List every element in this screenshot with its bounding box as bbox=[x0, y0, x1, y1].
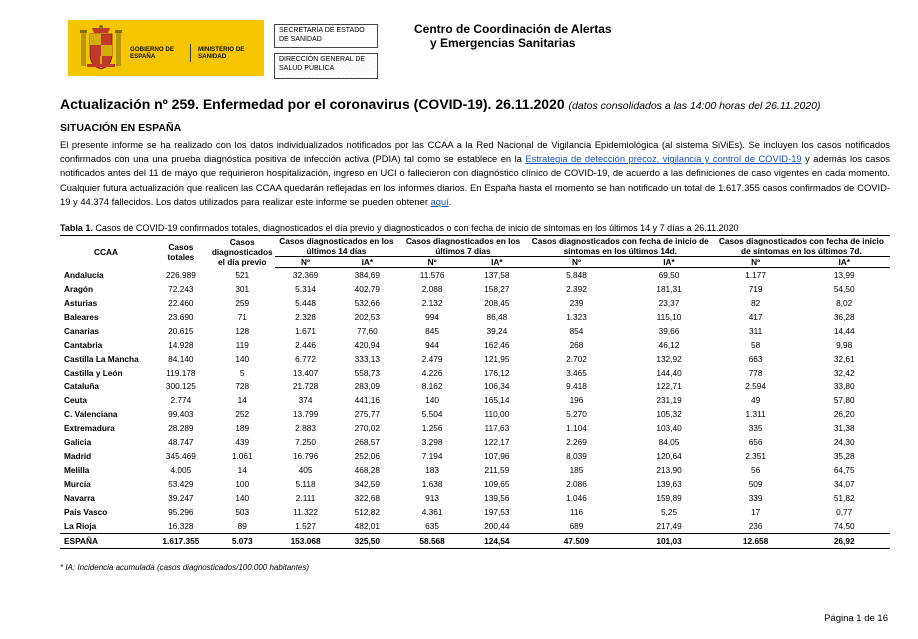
table-row bbox=[60, 449, 890, 463]
ccaa-name-cell: Ceuta bbox=[64, 395, 88, 406]
table-cell: 268,57 bbox=[354, 437, 381, 448]
table-cell: 8.162 bbox=[421, 381, 443, 392]
document-header bbox=[68, 18, 868, 88]
table-cell: 4.226 bbox=[421, 367, 443, 378]
table-row bbox=[60, 282, 890, 296]
estrategia-link[interactable]: Estrategia de detección precoz, vigilancia y control de COVID-19 bbox=[525, 153, 802, 165]
table-cell: 23.690 bbox=[168, 311, 194, 322]
header-group-7d: Casos diagnosticados en los últimos 7 días bbox=[398, 236, 528, 257]
table-cell: 39,24 bbox=[486, 325, 508, 336]
page-number: Página 1 de 16 bbox=[824, 613, 888, 624]
table-cell: 100 bbox=[235, 479, 250, 490]
header-n: Nº bbox=[713, 257, 799, 268]
total-cell: 124,54 bbox=[466, 533, 528, 548]
spain-coat-of-arms-icon bbox=[78, 24, 124, 72]
table-row bbox=[60, 393, 890, 407]
table-cell: 532,66 bbox=[354, 297, 381, 308]
table-cell: 468,28 bbox=[354, 465, 381, 476]
table-total-row bbox=[60, 533, 890, 548]
table-cell: 140 bbox=[425, 395, 440, 406]
table-cell: 1.177 bbox=[745, 269, 766, 280]
table-cell: 33,80 bbox=[833, 381, 855, 392]
table-row bbox=[60, 505, 890, 519]
total-cell: 101,03 bbox=[625, 533, 713, 548]
table-cell: 509 bbox=[748, 479, 763, 490]
ccaa-name-cell: Castilla y León bbox=[64, 367, 123, 378]
table-cell: 132,92 bbox=[656, 353, 682, 364]
table-row bbox=[60, 491, 890, 505]
table-cell: 2.132 bbox=[421, 297, 443, 308]
table-cell: 994 bbox=[425, 311, 440, 322]
ccaa-name-cell: Murcia bbox=[64, 479, 91, 490]
table-cell: 32,42 bbox=[833, 367, 855, 378]
table-cell: 283,09 bbox=[354, 381, 381, 392]
table-cell: 689 bbox=[528, 519, 626, 533]
secretaria-box: SECRETARÍA DE ESTADO DE SANIDAD bbox=[274, 24, 378, 48]
table-cell: 1.671 bbox=[295, 325, 316, 336]
table-cell: 115,10 bbox=[656, 311, 682, 322]
table-caption-label: Tabla 1. bbox=[60, 223, 93, 233]
table-row bbox=[60, 310, 890, 324]
table-cell: 119.178 bbox=[166, 367, 196, 378]
direccion-box: DIRECCIÓN GENERAL DE SALUD PÚBLICA bbox=[274, 53, 378, 79]
ccaa-name-cell: Madrid bbox=[64, 451, 92, 462]
table-cell: 128 bbox=[235, 325, 250, 336]
ccaa-name-cell: Extremadura bbox=[64, 423, 115, 434]
table-cell: 854 bbox=[569, 325, 584, 336]
header-group-14d: Casos diagnosticados en los últimos 14 días bbox=[275, 236, 399, 257]
table-cell: 5.118 bbox=[295, 479, 316, 490]
table-cell: 252,06 bbox=[354, 451, 381, 462]
table-cell: 159,89 bbox=[656, 492, 682, 503]
total-cell: 12.658 bbox=[713, 533, 799, 548]
table-cell: 2.702 bbox=[566, 353, 587, 364]
table-cell: 213,90 bbox=[656, 465, 682, 476]
header-group-sintomas-14d: Casos diagnosticados con fecha de inicio de síntomas en los últimos 14d. bbox=[528, 236, 713, 257]
table-cell: 11.576 bbox=[419, 269, 445, 280]
table-cell: 14.928 bbox=[168, 339, 194, 350]
table-cell: 1.638 bbox=[421, 479, 443, 490]
table-cell: 26,20 bbox=[833, 409, 855, 420]
ccaa-name-cell: C. Valenciana bbox=[64, 409, 118, 420]
table-cell: 140 bbox=[235, 492, 250, 503]
table-cell: 226.989 bbox=[165, 269, 196, 280]
logo-divider bbox=[190, 44, 191, 62]
table-cell: 913 bbox=[425, 492, 440, 503]
table-cell: 176,12 bbox=[484, 367, 510, 378]
report-title-sub: (datos consolidados a las 14:00 horas del 26.11.2020) bbox=[568, 100, 821, 112]
government-logo bbox=[68, 20, 264, 76]
header-n: Nº bbox=[275, 257, 337, 268]
table-cell: 202,53 bbox=[354, 311, 381, 322]
header-ia: IA* bbox=[466, 257, 528, 268]
table-cell: 339 bbox=[748, 492, 763, 503]
table-cell: 69,50 bbox=[658, 269, 680, 280]
table-cell: 8,02 bbox=[836, 297, 853, 308]
table-cell: 2.446 bbox=[295, 339, 316, 350]
table-cell: 74,50 bbox=[798, 519, 890, 533]
ministerio-label: MINISTERIO DE SANIDAD bbox=[198, 46, 245, 60]
cases-table bbox=[60, 235, 890, 549]
total-cell: 153.068 bbox=[275, 533, 337, 548]
table-cell: 231,19 bbox=[656, 395, 682, 406]
table-cell: 345.469 bbox=[165, 451, 196, 462]
table-cell: 405 bbox=[298, 465, 313, 476]
header-n: Nº bbox=[528, 257, 626, 268]
table-cell: 21.728 bbox=[292, 381, 319, 392]
table-cell: 439 bbox=[235, 437, 250, 448]
table-cell: 719 bbox=[748, 283, 763, 294]
table-cell: 301 bbox=[235, 283, 250, 294]
table-cell: 139,56 bbox=[484, 492, 510, 503]
table-cell: 1.104 bbox=[566, 423, 587, 434]
table-cell: 2.328 bbox=[295, 311, 316, 322]
table-cell: 236 bbox=[713, 519, 799, 533]
table-row bbox=[60, 435, 890, 449]
table-cell: 116 bbox=[569, 506, 584, 517]
ccaa-name-cell: Canarias bbox=[64, 325, 100, 336]
table-cell: 512,82 bbox=[354, 506, 381, 517]
table-cell: 162,46 bbox=[484, 339, 510, 350]
table-cell: 7.194 bbox=[421, 451, 443, 462]
ccaa-name-cell: Castilla La Mancha bbox=[64, 353, 139, 364]
table-caption bbox=[60, 223, 739, 233]
table-cell: 275,77 bbox=[354, 409, 381, 420]
ccaa-name-cell: Aragón bbox=[64, 283, 94, 294]
table-cell: 3.465 bbox=[566, 367, 587, 378]
table-cell: 7.250 bbox=[295, 437, 316, 448]
table-cell: 558,73 bbox=[354, 367, 381, 378]
total-label-cell: ESPAÑA bbox=[60, 533, 152, 548]
table-cell: 311 bbox=[748, 325, 763, 336]
table-cell: 200,44 bbox=[466, 519, 528, 533]
table-cell: 2.086 bbox=[566, 479, 587, 490]
ccaa-name-cell: Andalucía bbox=[64, 269, 104, 280]
table-cell: 196 bbox=[569, 395, 584, 406]
table-cell: 5,25 bbox=[660, 506, 678, 517]
table-cell: 6.772 bbox=[295, 353, 316, 364]
data-source-link[interactable]: aquí bbox=[430, 195, 449, 207]
table-cell: 20.615 bbox=[168, 325, 194, 336]
section-title: SITUACIÓN EN ESPAÑA bbox=[60, 122, 182, 134]
table-cell: 14 bbox=[237, 395, 247, 406]
header-ccaa: CCAA bbox=[60, 236, 152, 268]
table-cell: 105,32 bbox=[656, 409, 682, 420]
table-cell: 0,77 bbox=[836, 506, 853, 517]
table-cell: 121,95 bbox=[484, 353, 510, 364]
table-cell: 13,99 bbox=[833, 269, 855, 280]
table-cell: 1.323 bbox=[566, 311, 587, 322]
table-cell: 2.479 bbox=[421, 353, 443, 364]
table-cell: 84.140 bbox=[168, 353, 194, 364]
table-cell: 58 bbox=[750, 339, 761, 350]
table-cell: 22.460 bbox=[168, 297, 194, 308]
table-cell: 441,16 bbox=[354, 395, 381, 406]
table-cell: 120,64 bbox=[656, 451, 682, 462]
total-cell: 47.509 bbox=[528, 533, 626, 548]
table-row bbox=[60, 296, 890, 310]
ccaa-name-cell: Galicia bbox=[64, 437, 92, 448]
table-cell: 944 bbox=[425, 339, 440, 350]
header-group-sintomas-7d: Casos diagnosticados con fecha de inicio de síntomas en los últimos 7d. bbox=[713, 236, 890, 257]
table-cell: 48.747 bbox=[168, 437, 194, 448]
table-cell: 77,60 bbox=[356, 325, 378, 336]
table-cell: 9.418 bbox=[566, 381, 587, 392]
table-cell: 1.256 bbox=[421, 423, 443, 434]
table-cell: 333,13 bbox=[354, 353, 381, 364]
table-cell: 28.289 bbox=[168, 423, 194, 434]
table-cell: 185 bbox=[569, 465, 584, 476]
total-cell: 1.617.355 bbox=[152, 533, 210, 548]
table-cell: 107,96 bbox=[484, 451, 510, 462]
table-cell: 384,69 bbox=[354, 269, 381, 280]
table-cell: 270,02 bbox=[354, 423, 381, 434]
table-cell: 122,17 bbox=[484, 437, 510, 448]
table-row bbox=[60, 421, 890, 435]
table-cell: 417 bbox=[748, 311, 763, 322]
table-cell: 46,12 bbox=[658, 339, 680, 350]
table-cell: 13.799 bbox=[292, 409, 319, 420]
ccaa-name-cell: País Vasco bbox=[64, 506, 108, 517]
table-row bbox=[60, 519, 890, 533]
table-cell: 35,28 bbox=[833, 451, 855, 462]
ccaa-name-cell: Cataluña bbox=[64, 381, 100, 392]
ccaa-name-cell: La Rioja bbox=[60, 519, 152, 533]
table-cell: 1.311 bbox=[745, 409, 766, 420]
table-cell: 72.243 bbox=[168, 283, 194, 294]
table-cell: 2.594 bbox=[745, 381, 766, 392]
table-cell: 5.270 bbox=[566, 409, 587, 420]
table-cell: 521 bbox=[235, 269, 250, 280]
table-cell: 39,66 bbox=[658, 325, 680, 336]
table-cell: 663 bbox=[748, 353, 763, 364]
table-cell: 5.848 bbox=[566, 269, 587, 280]
table-cell: 24,30 bbox=[833, 437, 855, 448]
centro-title-line2: y Emergencias Sanitarias bbox=[430, 36, 576, 50]
table-cell: 300.125 bbox=[165, 381, 196, 392]
table-cell: 95.296 bbox=[168, 506, 194, 517]
table-cell: 728 bbox=[235, 381, 250, 392]
table-cell: 49 bbox=[750, 395, 761, 406]
table-body bbox=[60, 268, 890, 534]
ccaa-name-cell: Cantabria bbox=[64, 339, 103, 350]
header-ia: IA* bbox=[625, 257, 713, 268]
centro-title-line1: Centro de Coordinación de Alertas bbox=[414, 22, 612, 36]
table-cell: 144,40 bbox=[656, 367, 682, 378]
paragraph-part1: El presente informe se ha realizado con los datos individualizados notificados por las CCAA a la Red Nacional de Vigilancia Epidemiológica (al sistema SiViEs). Se incluyen los casos notificados confirmados con una una prueba diagnóstica positiva de infección activa (PDIA) tal como se establece en la bbox=[60, 139, 890, 165]
table-cell: 23,37 bbox=[658, 297, 680, 308]
table-cell: 84,05 bbox=[658, 437, 680, 448]
table-cell: 86,48 bbox=[486, 311, 508, 322]
table-cell: 16.328 bbox=[152, 519, 210, 533]
report-title-main: Actualización nº 259. Enfermedad por el coronavirus (COVID-19). 26.11.2020 bbox=[60, 96, 565, 112]
table-cell: 1.527 bbox=[275, 519, 337, 533]
table-cell: 158,27 bbox=[484, 283, 510, 294]
header-n: Nº bbox=[398, 257, 466, 268]
table-row bbox=[60, 324, 890, 338]
table-row bbox=[60, 338, 890, 352]
table-row bbox=[60, 268, 890, 282]
table-cell: 9,98 bbox=[836, 339, 853, 350]
table-cell: 3.298 bbox=[421, 437, 443, 448]
table-cell: 2.269 bbox=[566, 437, 587, 448]
table-row bbox=[60, 477, 890, 491]
table-cell: 2.774 bbox=[170, 395, 192, 406]
table-cell: 8.039 bbox=[566, 451, 587, 462]
table-cell: 103,40 bbox=[656, 423, 682, 434]
table-row bbox=[60, 463, 890, 477]
ccaa-name-cell: Asturias bbox=[64, 297, 98, 308]
table-cell: 165,14 bbox=[484, 395, 510, 406]
table-cell: 11.322 bbox=[293, 506, 318, 517]
table-cell: 2.111 bbox=[295, 492, 316, 503]
table-cell: 140 bbox=[235, 353, 250, 364]
table-cell: 119 bbox=[235, 339, 249, 350]
table-cell: 211,59 bbox=[484, 465, 510, 476]
table-cell: 39.247 bbox=[168, 492, 194, 503]
table-cell: 117,63 bbox=[484, 423, 510, 434]
table-cell: 14 bbox=[237, 465, 247, 476]
table-cell: 1.061 bbox=[231, 451, 253, 462]
header-previo: Casos diagnosticados el día previo bbox=[211, 236, 273, 267]
table-cell: 1.046 bbox=[566, 492, 587, 503]
table-cell: 217,49 bbox=[625, 519, 713, 533]
ccaa-name-cell: Navarra bbox=[64, 492, 95, 503]
table-cell: 335 bbox=[748, 423, 763, 434]
total-cell: 325,50 bbox=[336, 533, 398, 548]
table-cell: 17 bbox=[750, 506, 761, 517]
table-cell: 778 bbox=[748, 367, 763, 378]
table-cell: 32.369 bbox=[292, 269, 319, 280]
ccaa-name-cell: Melilla bbox=[64, 465, 90, 476]
table-cell: 34,07 bbox=[833, 479, 855, 490]
table-cell: 656 bbox=[748, 437, 763, 448]
table-cell: 13.407 bbox=[292, 367, 319, 378]
footnote: * IA: Incidencia acumulada (casos diagnosticados/100.000 habitantes) bbox=[60, 563, 310, 572]
table-cell: 208,45 bbox=[484, 297, 510, 308]
table-cell: 5.314 bbox=[295, 283, 316, 294]
table-row bbox=[60, 352, 890, 366]
table-cell: 99.403 bbox=[168, 409, 194, 420]
table-cell: 402,79 bbox=[354, 283, 381, 294]
table-cell: 14,44 bbox=[833, 325, 855, 336]
table-cell: 89 bbox=[210, 519, 275, 533]
table-row bbox=[60, 366, 890, 380]
table-cell: 183 bbox=[425, 465, 440, 476]
table-cell: 71 bbox=[237, 311, 247, 322]
table-cell: 54,50 bbox=[833, 283, 855, 294]
table-cell: 503 bbox=[235, 506, 250, 517]
table-cell: 36,28 bbox=[833, 311, 855, 322]
table-cell: 137,58 bbox=[484, 269, 510, 280]
table-cell: 259 bbox=[235, 297, 250, 308]
table-cell: 4.005 bbox=[170, 465, 192, 476]
table-cell: 5 bbox=[239, 367, 245, 378]
table-cell: 322,68 bbox=[354, 492, 381, 503]
table-cell: 139,63 bbox=[656, 479, 682, 490]
table-cell: 635 bbox=[398, 519, 466, 533]
intro-paragraph bbox=[60, 138, 890, 209]
table-cell: 110,00 bbox=[484, 409, 510, 420]
table-cell: 197,53 bbox=[484, 506, 510, 517]
header-ia: IA* bbox=[336, 257, 398, 268]
table-cell: 31,38 bbox=[833, 423, 855, 434]
table-cell: 2.351 bbox=[745, 451, 766, 462]
total-cell: 26,92 bbox=[798, 533, 890, 548]
table-cell: 82 bbox=[750, 297, 761, 308]
table-cell: 53.429 bbox=[168, 479, 194, 490]
table-cell: 51,82 bbox=[833, 492, 855, 503]
table-cell: 5.448 bbox=[295, 297, 316, 308]
table-cell: 420,94 bbox=[354, 339, 381, 350]
table-cell: 57,80 bbox=[833, 395, 855, 406]
table-caption-text: Casos de COVID-19 confirmados totales, diagnosticados el día previo y diagnosticados o con fecha de inicio de síntomas en los últimos 14 y 7 días a 26.11.2020 bbox=[92, 223, 739, 233]
gobierno-label: GOBIERNO DE ESPAÑA bbox=[130, 46, 175, 60]
total-cell: 58.568 bbox=[398, 533, 466, 548]
table-cell: 482,01 bbox=[336, 519, 398, 533]
table-cell: 106,34 bbox=[484, 381, 510, 392]
table-cell: 342,59 bbox=[354, 479, 381, 490]
header-ia: IA* bbox=[798, 257, 890, 268]
paragraph-part3: . bbox=[448, 195, 452, 207]
table-cell: 845 bbox=[425, 325, 440, 336]
table-cell: 239 bbox=[569, 297, 584, 308]
table-cell: 374 bbox=[298, 395, 313, 406]
table-cell: 16.796 bbox=[292, 451, 319, 462]
table-cell: 109,65 bbox=[484, 479, 510, 490]
table-cell: 2.088 bbox=[421, 283, 443, 294]
header-totales: Casos totales bbox=[152, 236, 210, 268]
ccaa-name-cell: Baleares bbox=[64, 311, 99, 322]
table-cell: 64,75 bbox=[833, 465, 855, 476]
table-cell: 189 bbox=[235, 423, 250, 434]
total-cell: 5.073 bbox=[210, 533, 275, 548]
table-row bbox=[60, 407, 890, 421]
table-cell: 2.392 bbox=[566, 283, 587, 294]
table-cell: 2.883 bbox=[295, 423, 316, 434]
table-row bbox=[60, 380, 890, 394]
table-cell: 32,61 bbox=[833, 353, 855, 364]
table-cell: 56 bbox=[750, 465, 761, 476]
report-title bbox=[60, 96, 821, 112]
table-cell: 122,71 bbox=[656, 381, 682, 392]
table-cell: 5.504 bbox=[421, 409, 443, 420]
table-cell: 4.361 bbox=[421, 506, 443, 517]
table-cell: 252 bbox=[235, 409, 250, 420]
centro-title bbox=[414, 22, 612, 50]
table-cell: 181,31 bbox=[656, 283, 682, 294]
table-cell: 268 bbox=[569, 339, 584, 350]
paragraph-part2: y además los casos notificados antes del 11 de mayo que requirieron hospitalización, ingreso en UCI o fallecieron con diagnóstico clínico de COVID-19, de acuerdo a las definiciones de caso vigentes en cada momento. Cualquier futura actualización que realicen las CCAA quedarán reflejadas en los informes diarios. En España hasta el momento se han notificado un total de 1.617.355 casos confirmados de COVID-19 y 44.374 fallecidos. Los datos utilizados para realizar este informe se pueden obtener bbox=[60, 153, 890, 207]
